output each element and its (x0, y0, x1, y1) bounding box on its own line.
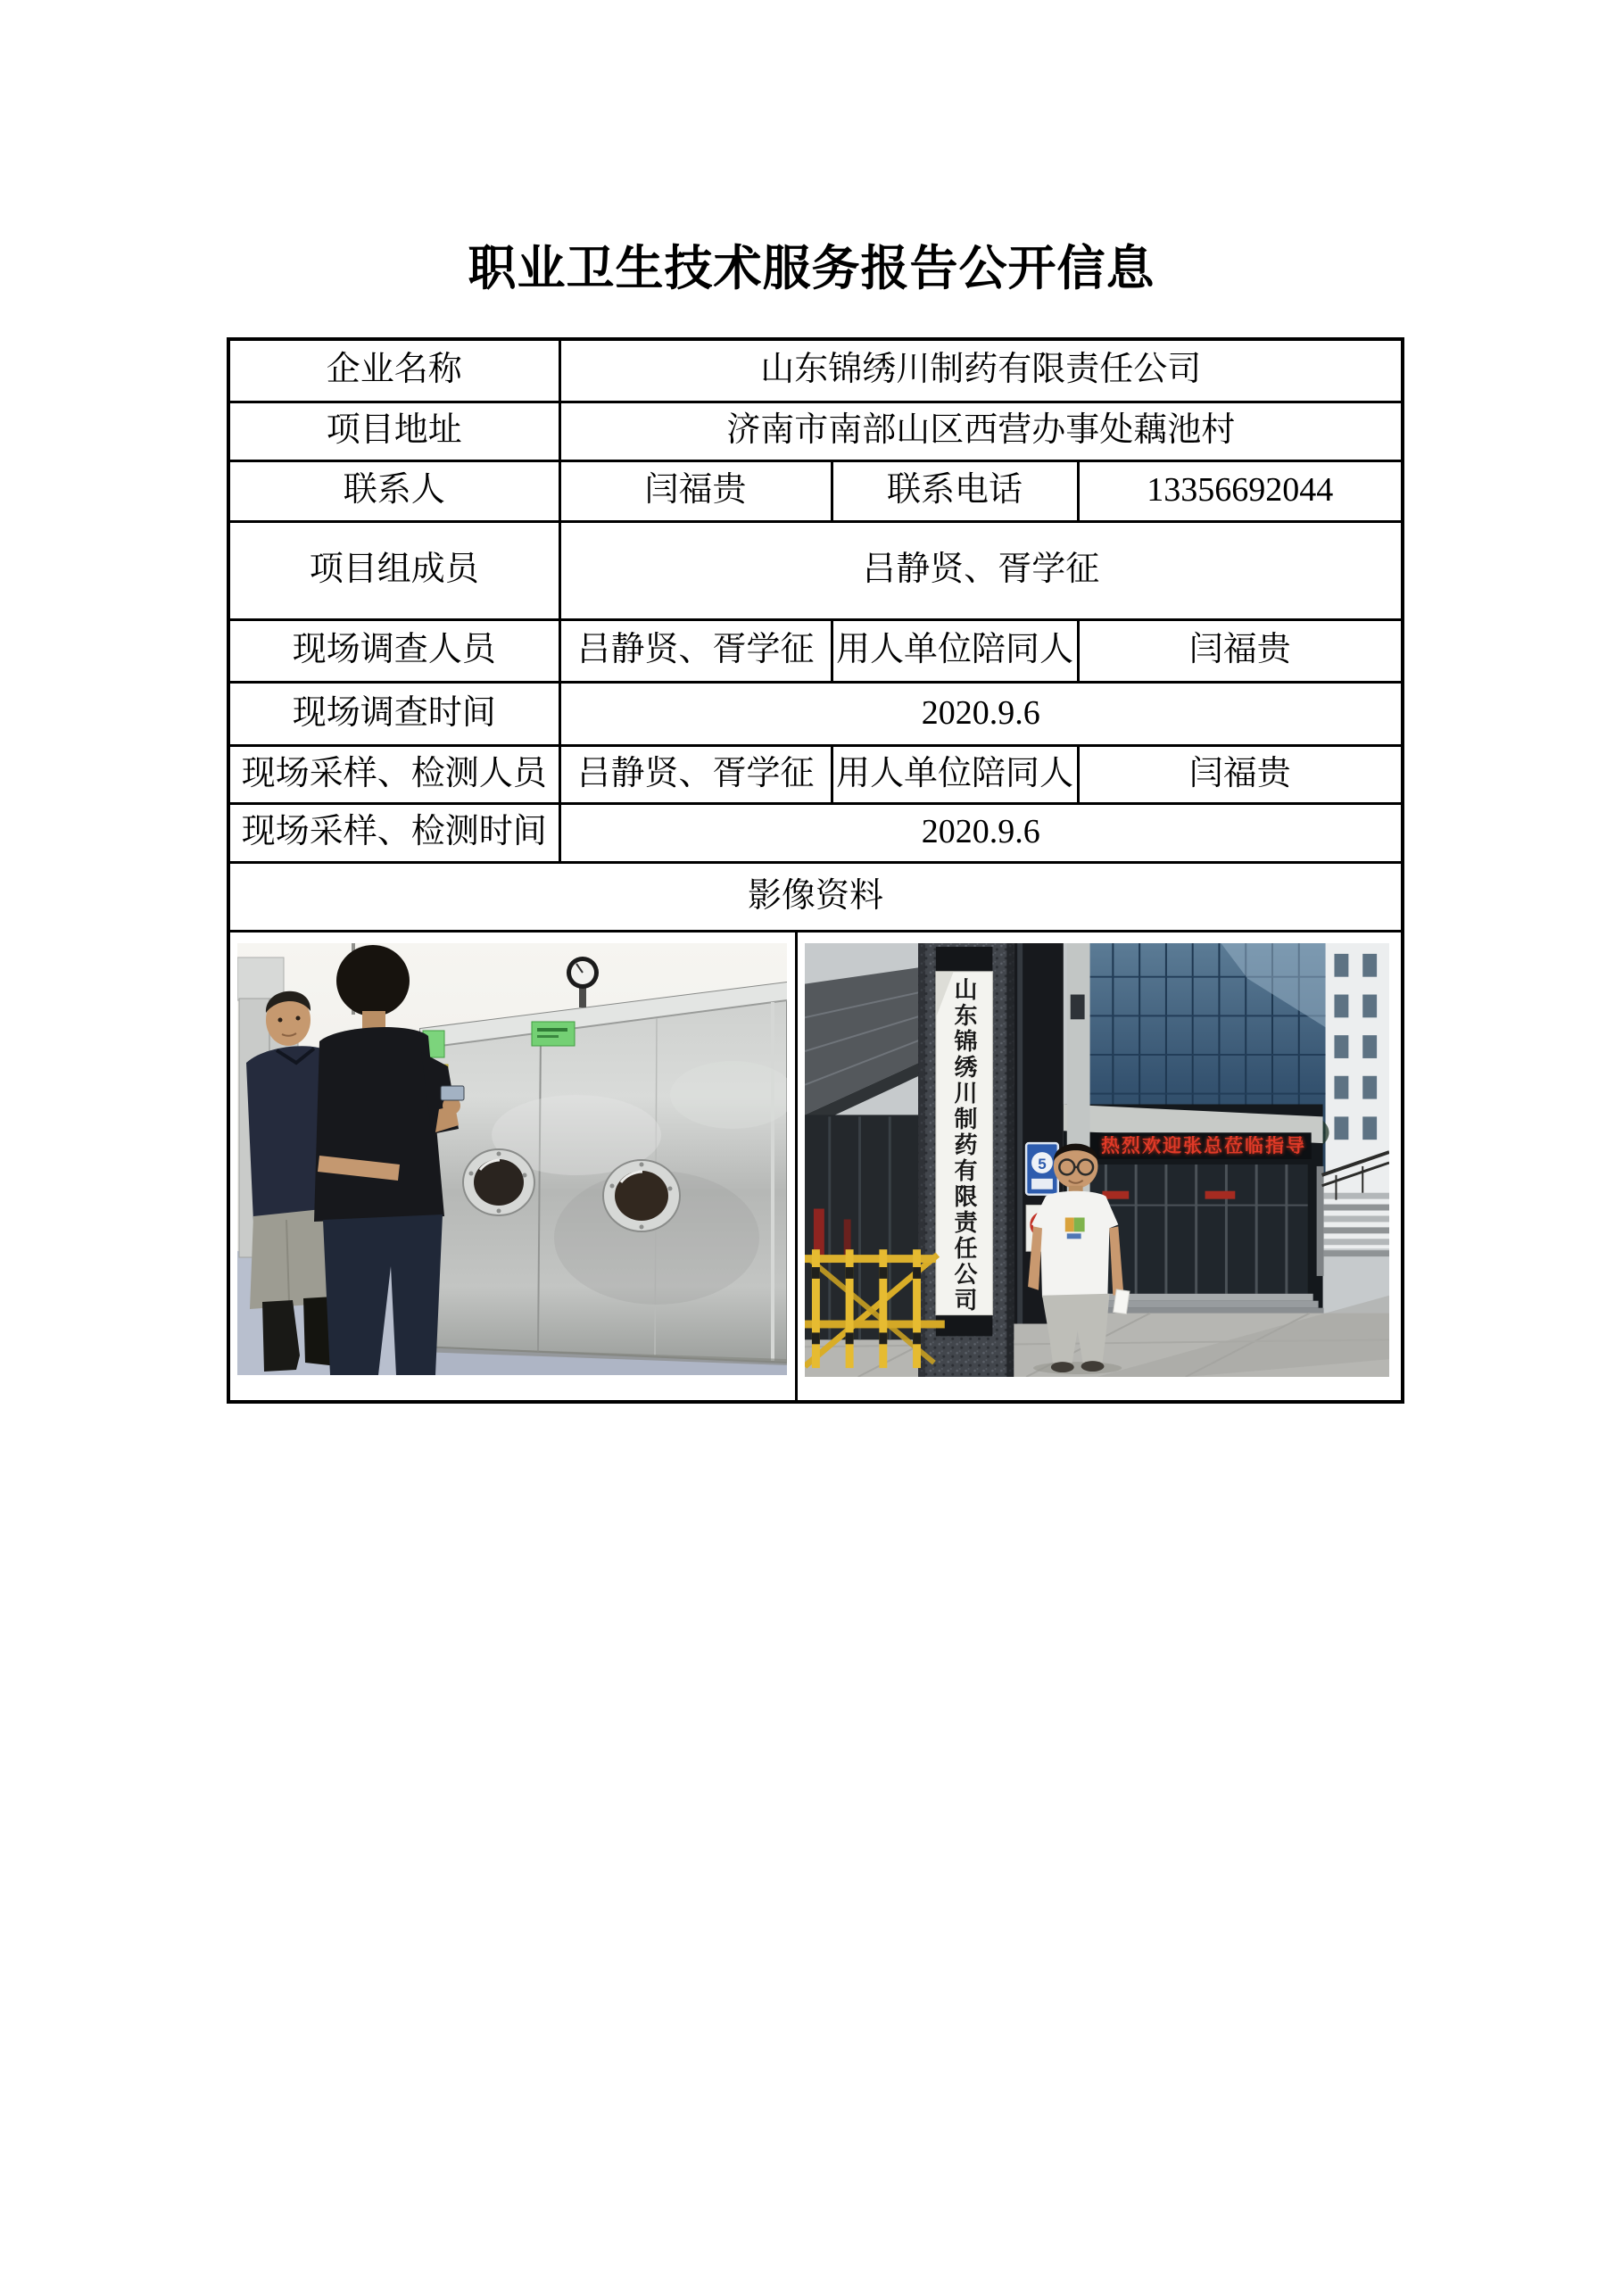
media-section-label: 影像资料 (228, 862, 1403, 931)
photo-row (230, 932, 1401, 1400)
sampling-staff-value: 吕静贤、胥学征 (559, 745, 832, 803)
table-row (228, 619, 1403, 682)
photo-pane-left (230, 932, 798, 1400)
survey-staff-label: 现场调查人员 (228, 619, 559, 682)
contact-phone-value: 13356692044 (1078, 460, 1403, 521)
company-entrance-photo (805, 943, 1389, 1377)
site-inspection-photo (237, 943, 787, 1375)
porthole-window (463, 1149, 534, 1215)
speed-limit-number: 5 (1038, 1155, 1047, 1173)
company-name-label: 企业名称 (228, 339, 559, 402)
contact-phone-label: 联系电话 (832, 460, 1078, 521)
site-inspection-illustration (237, 943, 787, 1375)
survey-escort-label: 用人单位陪同人 (832, 619, 1078, 682)
contact-person-label: 联系人 (228, 460, 559, 521)
handheld-detector (441, 1086, 464, 1100)
led-welcome-text: 热烈欢迎张总莅临指导 (1101, 1135, 1306, 1156)
company-name-value: 山东锦绣川制药有限责任公司 (559, 339, 1403, 402)
paper-in-hand (1114, 1289, 1130, 1314)
sampling-escort-label: 用人单位陪同人 (832, 745, 1078, 803)
machine-label-green (532, 1022, 575, 1046)
project-team-label: 项目组成员 (228, 521, 559, 619)
project-team-value: 吕静贤、胥学征 (559, 521, 1403, 619)
table-row (228, 402, 1403, 460)
page-title: 职业卫生技术服务报告公开信息 (468, 242, 1155, 295)
company-entrance-illustration (805, 943, 1389, 1377)
white-office-building (1323, 943, 1389, 1248)
project-address-value: 济南市南部山区西营办事处藕池村 (559, 402, 1403, 460)
downlight-fixture (1071, 994, 1085, 1019)
table-row (228, 745, 1403, 803)
contact-person-value: 闫福贵 (559, 460, 832, 521)
table-row (228, 521, 1403, 619)
photo-pane-right (798, 932, 1401, 1400)
table-row (228, 460, 1403, 521)
survey-escort-value: 闫福贵 (1078, 619, 1403, 682)
sampling-time-value: 2020.9.6 (559, 803, 1403, 862)
photo-table-row (228, 931, 1403, 1402)
sampling-time-label: 现场采样、检测时间 (228, 803, 559, 862)
survey-staff-value: 吕静贤、胥学征 (559, 619, 832, 682)
survey-time-value: 2020.9.6 (559, 682, 1403, 745)
table-row (228, 682, 1403, 745)
table-row (228, 339, 1403, 402)
survey-time-label: 现场调查时间 (228, 682, 559, 745)
project-address-label: 项目地址 (228, 402, 559, 460)
sampling-staff-label: 现场采样、检测人员 (228, 745, 559, 803)
table-row (228, 803, 1403, 862)
report-info-table (227, 337, 1404, 1404)
photos-cell (228, 931, 1403, 1402)
porthole-window (603, 1160, 680, 1231)
company-sign-text: 山东锦绣川制药有限责任公司 (951, 977, 977, 1314)
sampling-escort-value: 闫福贵 (1078, 745, 1403, 803)
table-row (228, 862, 1403, 931)
